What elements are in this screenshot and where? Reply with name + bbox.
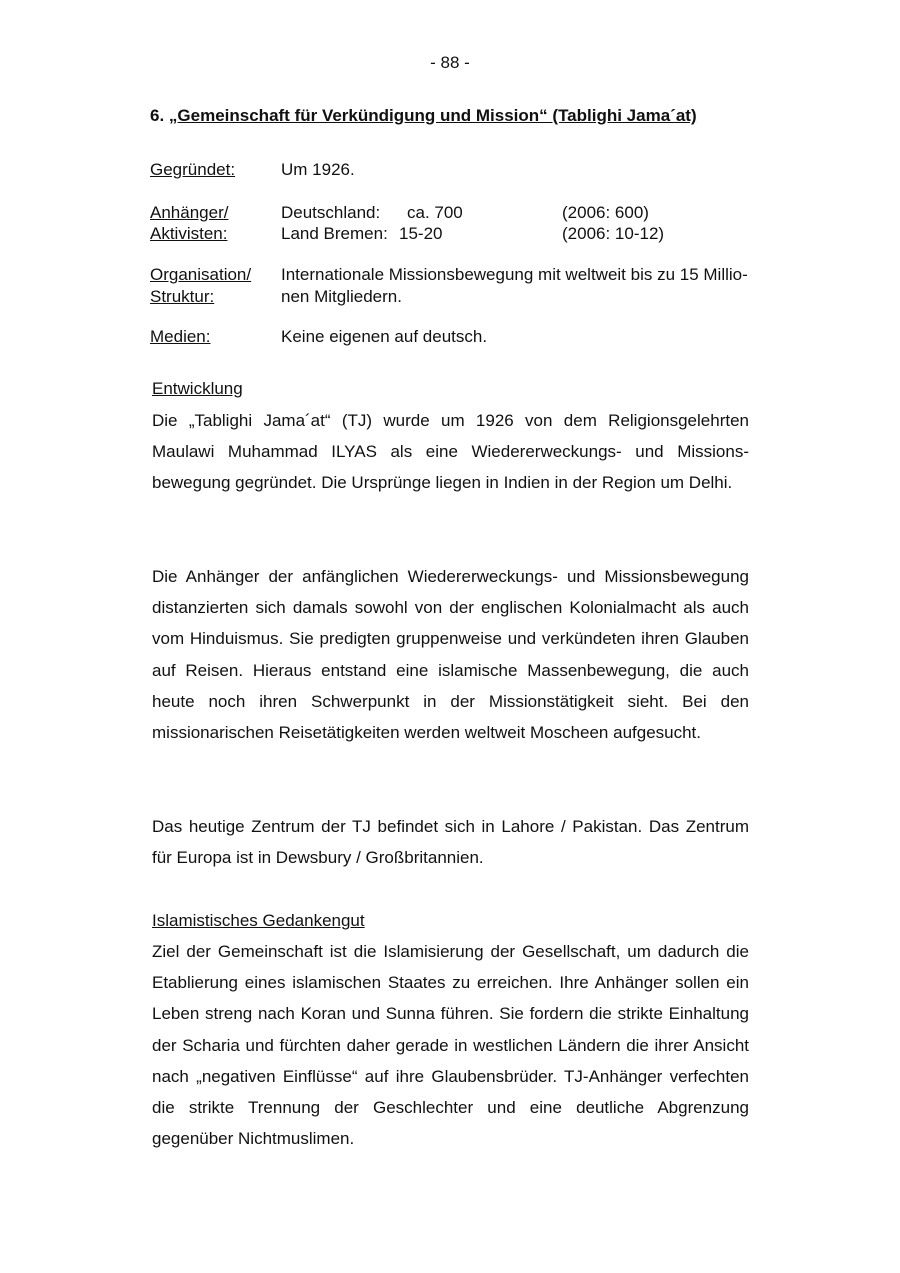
ideology-heading: Islamistisches Gedankengut: [152, 911, 365, 930]
followers-row-bremen: [281, 223, 442, 244]
followers-region: Deutschland:: [281, 203, 381, 222]
media-value: Keine eigenen auf deutsch.: [281, 327, 488, 346]
followers-label-1: Anhänger/: [150, 203, 229, 222]
founded-value: Um 1926.: [281, 160, 355, 179]
section-title: „Gemeinschaft für Verkündigung und Mission“ (Tablighi Jama´at): [168, 106, 697, 125]
followers-row-germany: [281, 202, 463, 223]
followers-prev-germany: (2006: 600): [562, 203, 649, 222]
development-paragraph: Das heutige Zentrum der TJ befindet sich in Lahore / Pakistan. Das Zentrum für Europa ist in Dewsbury / Großbritannien.: [152, 817, 749, 868]
page-number: - 88 -: [430, 53, 470, 72]
section-number: 6.: [150, 106, 165, 125]
founded-label: Gegründet:: [150, 160, 236, 179]
development-paragraph: Die „Tablighi Jama´at“ (TJ) wurde um 1926 von dem Religionsgelehrten Maulawi Muhammad ILYAS als eine Wiedererweckungs- und Missionsbewegung gegründet. Die Ursprünge liegen in Indien in der Region um Delhi.: [152, 411, 749, 493]
followers-label-2: Aktivisten:: [150, 224, 228, 243]
followers-count: ca. 700: [407, 203, 463, 222]
ideology-paragraph: Ziel der Gemeinschaft ist die Islamisierung der Gesellschaft, um dadurch die Etablierung eines islamischen Staates zu erreichen. Ihre Anhänger sollen ein Leben streng nach Koran und Sunna führen. Sie fordern die strikte Einhaltung der Scharia und fürchten daher gerade in westlichen Ländern die ihrer Ansicht nach „negativen Einflüsse“ auf ihre Glaubensbrüder. TJ-Anhänger verfechten die strikte Trennung der Geschlechter und eine deutliche Abgrenzung gegenüber Nichtmuslimen.: [152, 942, 749, 1149]
followers-region: Land Bremen:: [281, 224, 388, 243]
organisation-line-2: nen Mitgliedern.: [281, 287, 402, 306]
media-label: Medien:: [150, 327, 211, 346]
development-paragraph: Die Anhänger der anfänglichen Wiedererweckungs- und Missionsbewegung distanzierten sich damals sowohl von der englischen Kolonialmacht als auch vom Hinduismus. Sie predigten gruppenweise und verkündeten ihren Glauben auf Reisen. Hieraus entstand eine islamische Massenbewegung, die auch heute noch ihren Schwerpunkt in der Missionstätigkeit sieht. Bei den missionarischen Reisetätigkeiten werden weltweit Moscheen aufgesucht.: [152, 567, 749, 743]
followers-count: 15-20: [399, 224, 443, 243]
section-heading: [150, 106, 790, 126]
development-heading: Entwicklung: [152, 379, 243, 398]
organisation-label-1: Organisation/: [150, 265, 252, 284]
organisation-line-1: Internationale Missionsbewegung mit weltweit bis zu 15 Millio-: [281, 265, 748, 284]
followers-prev-bremen: (2006: 10-12): [562, 224, 665, 243]
organisation-label-2: Struktur:: [150, 287, 215, 306]
